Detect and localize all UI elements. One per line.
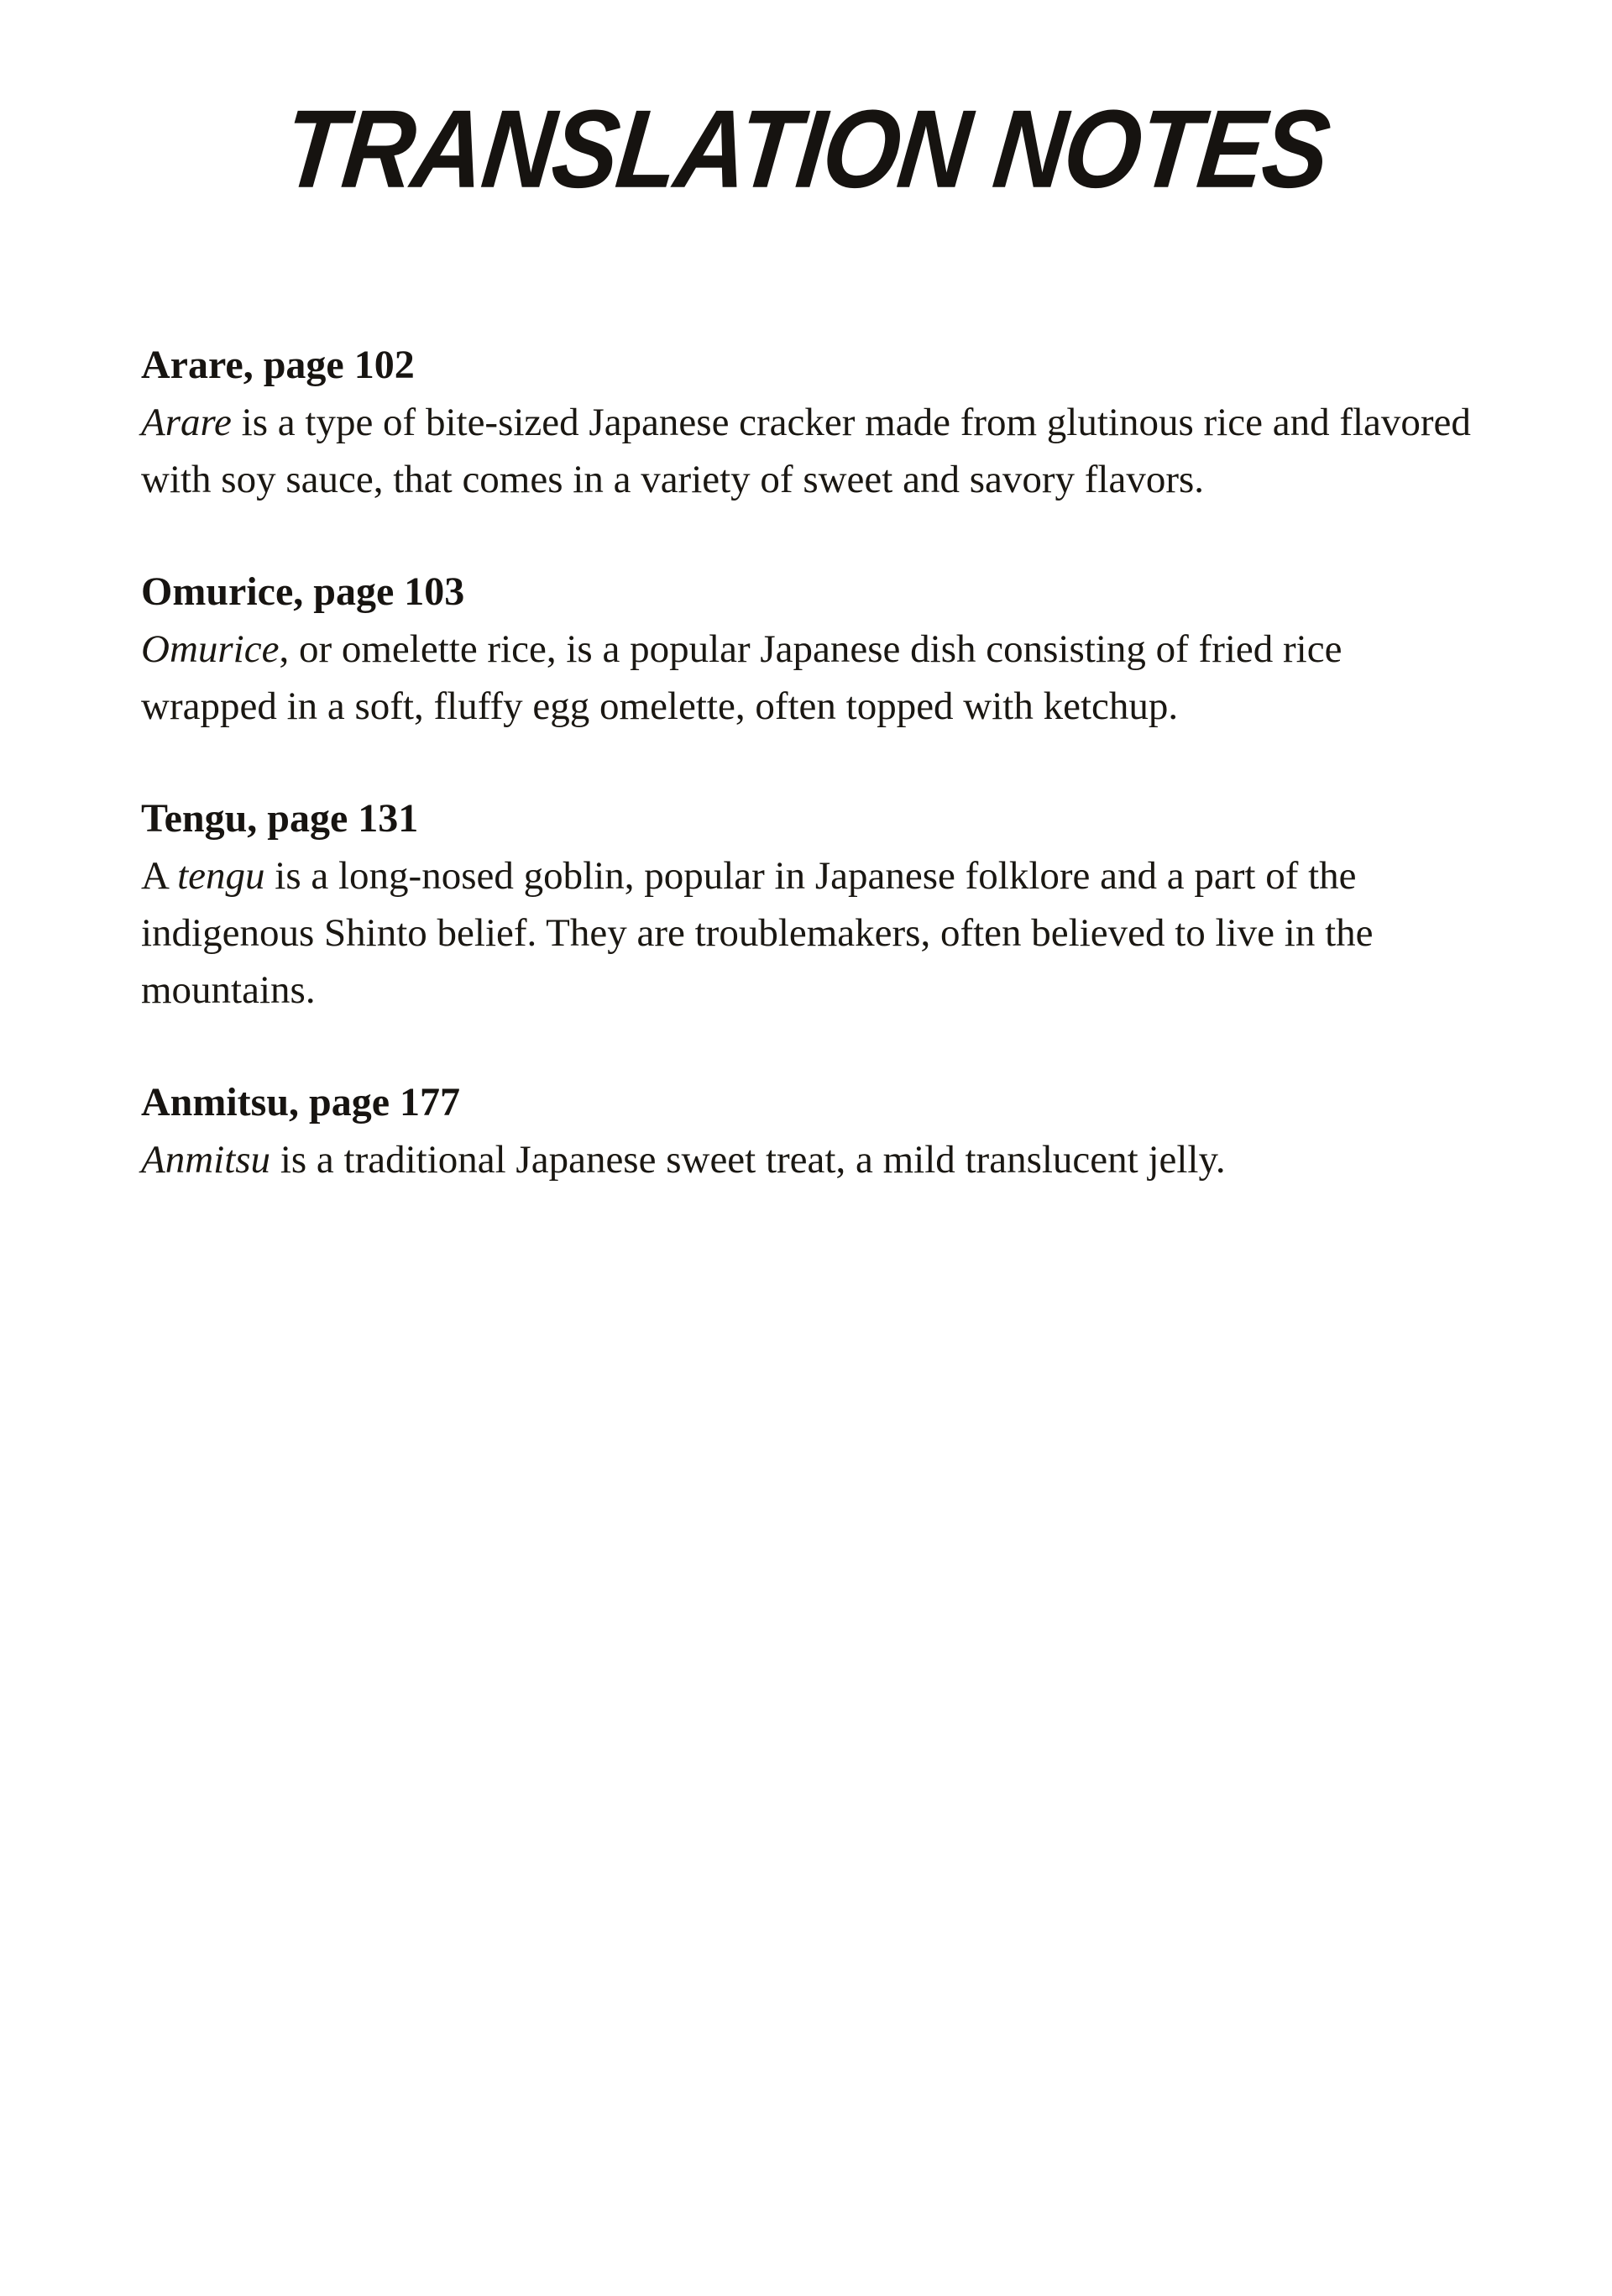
body-text: is a type of bite-sized Japanese cracker made from glutinous rice and flavored with soy sauce, that comes in a variety of sweet and savory flavors. [141, 401, 1471, 501]
entry [141, 564, 1473, 735]
italic-term: Omurice [141, 627, 280, 671]
entry-body [141, 847, 1473, 1019]
entry [141, 337, 1473, 508]
page-title: TRANSLATION NOTES [278, 87, 1334, 212]
body-text: , or omelette rice, is a popular Japanese dish consisting of fried rice wrapped in a soft, fluffy egg omelette, often topped with ketchup. [141, 627, 1342, 728]
entry-body [141, 1131, 1473, 1188]
italic-term: Arare [141, 401, 232, 444]
entry-heading: Tengu, page 131 [141, 796, 419, 841]
entry-heading: Omurice, page 103 [141, 569, 465, 614]
body-text: is a traditional Japanese sweet treat, a mild translucent jelly. [270, 1138, 1226, 1182]
entry [141, 1074, 1473, 1188]
entry-body [141, 621, 1473, 735]
body-text: A [141, 854, 178, 898]
entry-heading: Arare, page 102 [141, 343, 415, 387]
entries [141, 337, 1473, 1188]
italic-term: tengu [177, 854, 265, 898]
entry-body [141, 394, 1473, 508]
italic-term: Anmitsu [141, 1138, 271, 1182]
entry [141, 790, 1473, 1019]
body-text: is a long-nosed goblin, popular in Japanese folklore and a part of the indigenous Shinto belief. They are troublemakers, often believed to live in the mountains. [141, 854, 1374, 1012]
entry-heading: Anmitsu, page 177 [141, 1080, 461, 1124]
